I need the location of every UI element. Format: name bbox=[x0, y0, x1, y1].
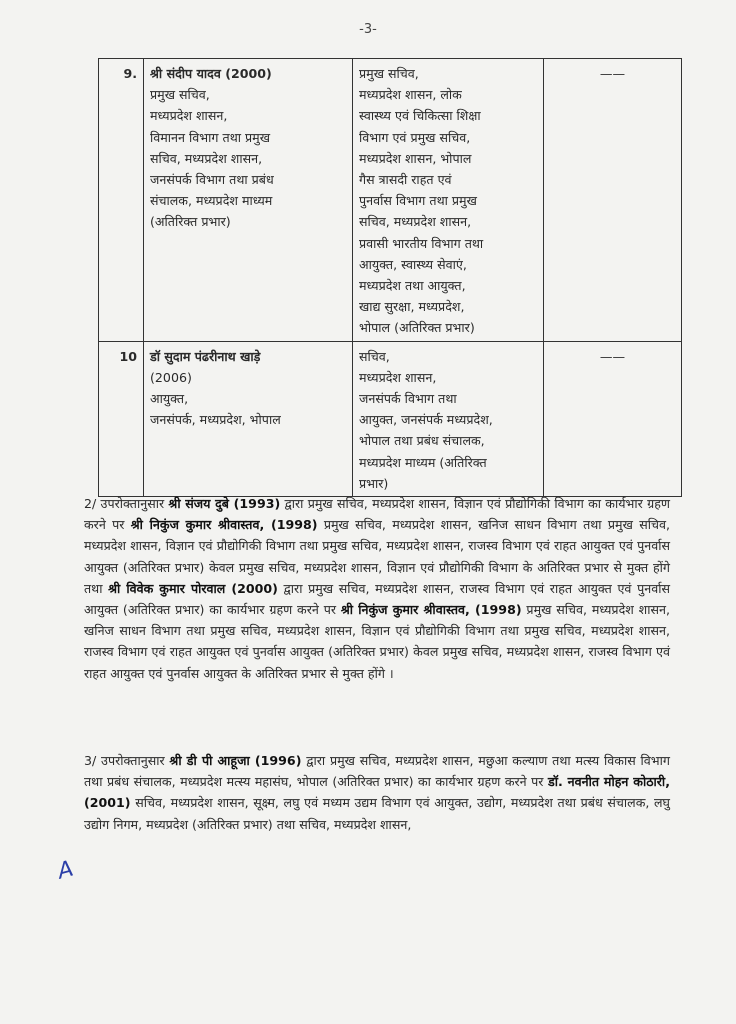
new-post-line: सचिव, bbox=[359, 348, 390, 364]
new-post-cell bbox=[353, 59, 544, 342]
remark-cell: —— bbox=[544, 59, 682, 342]
new-post-line: मध्यप्रदेश शासन, bbox=[359, 369, 437, 385]
new-post-line: प्रवासी भारतीय विभाग तथा bbox=[359, 235, 484, 251]
new-post-line: मध्यप्रदेश माध्यम (अतिरिक्त bbox=[359, 454, 487, 470]
officer-name: डॉ. नवनीत मोहन कोठारी, (2001) bbox=[84, 774, 670, 811]
new-post-line: भोपाल तथा प्रबंध संचालक, bbox=[359, 433, 485, 449]
table-row bbox=[99, 59, 682, 342]
para-text: 3/ उपरोक्तानुसार bbox=[84, 753, 170, 768]
para-text: प्रमुख सचिव, मध्यप्रदेश शासन, खनिज साधन विभाग तथा प्रमुख सचिव, मध्यप्रदेश शासन, विज्ञान एवं प्रौद्योगिकी विभाग तथा प्रमुख सचिव, मध्यप्रदेश शासन, राजस्व विभाग एवं राहत आयुक्त एवं पुनर्वास आयुक्त (अतिरिक्त प्रभार) केवल प्रमुख सचिव, मध्यप्रदेश शासन, राजस्व विभाग एवं राहत आयुक्त एवं पुनर्वास आयुक्त के अतिरिक्त प्रभार से मुक्त होंगे । bbox=[84, 602, 670, 681]
new-post-cell bbox=[353, 341, 544, 496]
officer-cell bbox=[144, 341, 353, 496]
new-post-line: आयुक्त, स्वास्थ्य सेवाएं, bbox=[359, 256, 467, 272]
para-text: 2/ उपरोक्तानुसार bbox=[84, 496, 169, 511]
para-text: सचिव, मध्यप्रदेश शासन, सूक्ष्म, लघु एवं मध्यम उद्यम विभाग एवं आयुक्त, उद्योग, मध्यप्रदेश तथा प्रबंध संचालक, लघु उद्योग निगम, मध्यप्रदेश (अतिरिक्त प्रभार) तथा सचिव, मध्यप्रदेश शासन, bbox=[84, 795, 670, 832]
new-post-line: खाद्य सुरक्षा, मध्यप्रदेश, bbox=[359, 299, 465, 315]
new-post-line: मध्यप्रदेश शासन, भोपाल bbox=[359, 150, 472, 166]
officer-name: श्री संदीप यादव (2000) bbox=[150, 66, 272, 81]
current-post-line: (अतिरिक्त प्रभार) bbox=[150, 214, 231, 230]
new-post-line: विभाग एवं प्रमुख सचिव, bbox=[359, 129, 471, 145]
para-text: द्वारा प्रमुख सचिव, मध्यप्रदेश शासन, राजस्व विभाग एवं राहत आयुक्त एवं पुनर्वास आयुक्त (अतिरिक्त प्रभार) का कार्यभार ग्रहण करने पर bbox=[84, 580, 670, 618]
current-post-line: मध्यप्रदेश शासन, bbox=[150, 108, 228, 124]
officer-name: श्री निकुंज कुमार श्रीवास्तव, (1998) bbox=[130, 517, 318, 533]
new-post-line: प्रभार) bbox=[359, 475, 389, 491]
new-post-line: मध्यप्रदेश शासन, लोक bbox=[359, 87, 462, 103]
remark-cell: —— bbox=[544, 341, 682, 496]
new-post-line: सचिव, मध्यप्रदेश शासन, bbox=[359, 214, 472, 230]
paragraph-3 bbox=[84, 750, 670, 835]
officer-name: श्री निकुंज कुमार श्रीवास्तव, (1998) bbox=[340, 602, 522, 618]
current-post-line: (2006) bbox=[150, 369, 192, 385]
officer-cell bbox=[144, 59, 353, 342]
new-post-line: भोपाल (अतिरिक्त प्रभार) bbox=[359, 320, 475, 336]
table-row bbox=[99, 341, 682, 496]
para-text: द्वारा प्रमुख सचिव, मध्यप्रदेश शासन, विज्ञान एवं प्रौद्योगिकी विभाग का कार्यभार ग्रहण करने पर bbox=[84, 496, 671, 533]
para-text: प्रमुख सचिव, मध्यप्रदेश शासन, खनिज साधन विभाग तथा प्रमुख सचिव, मध्यप्रदेश शासन, विज्ञान एवं प्रौद्योगिकी विभाग तथा प्रमुख सचिव, मध्यप्रदेश शासन, राजस्व विभाग एवं राहत आयुक्त एवं पुनर्वास आयुक्त (अतिरिक्त प्रभार) केवल प्रमुख सचिव, मध्यप्रदेश शासन, विज्ञान एवं प्रौद्योगिकी विभाग के अतिरिक्त प्रभार से मुक्त होंगे तथा bbox=[84, 517, 671, 596]
officer-name: श्री विवेक कुमार पोरवाल (2000) bbox=[108, 580, 278, 596]
posting-table bbox=[98, 58, 682, 497]
para-text: द्वारा प्रमुख सचिव, मध्यप्रदेश शासन, मछुआ कल्याण तथा मत्स्य विकास विभाग तथा प्रबंध संचालक, मध्यप्रदेश मत्स्य महासंघ, भोपाल (अतिरिक्त प्रभार) का कार्यभार ग्रहण करने पर bbox=[84, 753, 670, 790]
new-post-line: आयुक्त, जनसंपर्क मध्यप्रदेश, bbox=[359, 412, 493, 428]
current-post-line: प्रमुख सचिव, bbox=[150, 87, 210, 103]
serial-number: 10 bbox=[99, 341, 144, 496]
current-post-line: सचिव, मध्यप्रदेश शासन, bbox=[150, 150, 263, 166]
officer-name: श्री संजय दुबे (1993) bbox=[168, 496, 281, 511]
current-post-line: जनसंपर्क, मध्यप्रदेश, भोपाल bbox=[150, 412, 281, 428]
handwritten-initial-mark: A bbox=[55, 856, 77, 885]
new-post-line: स्वास्थ्य एवं चिकित्सा शिक्षा bbox=[359, 108, 481, 124]
paragraph-2 bbox=[84, 493, 670, 684]
current-post-line: संचालक, मध्यप्रदेश माध्यम bbox=[150, 193, 273, 209]
current-post-line: विमानन विभाग तथा प्रमुख bbox=[150, 129, 271, 145]
new-post-line: पुनर्वास विभाग तथा प्रमुख bbox=[359, 193, 477, 209]
page-number: -3- bbox=[359, 22, 377, 37]
serial-number: 9. bbox=[99, 59, 144, 342]
officer-name: डॉ सुदाम पंढरीनाथ खाड़े bbox=[150, 348, 261, 364]
new-post-line: जनसंपर्क विभाग तथा bbox=[359, 391, 457, 407]
current-post-line: आयुक्त, bbox=[150, 391, 189, 407]
new-post-line: प्रमुख सचिव, bbox=[359, 66, 419, 81]
new-post-line: मध्यप्रदेश तथा आयुक्त, bbox=[359, 278, 466, 294]
current-post-line: जनसंपर्क विभाग तथा प्रबंध bbox=[150, 172, 274, 188]
new-post-line: गैस त्रासदी राहत एवं bbox=[359, 172, 452, 188]
officer-name: श्री डी पी आहूजा (1996) bbox=[169, 753, 302, 768]
